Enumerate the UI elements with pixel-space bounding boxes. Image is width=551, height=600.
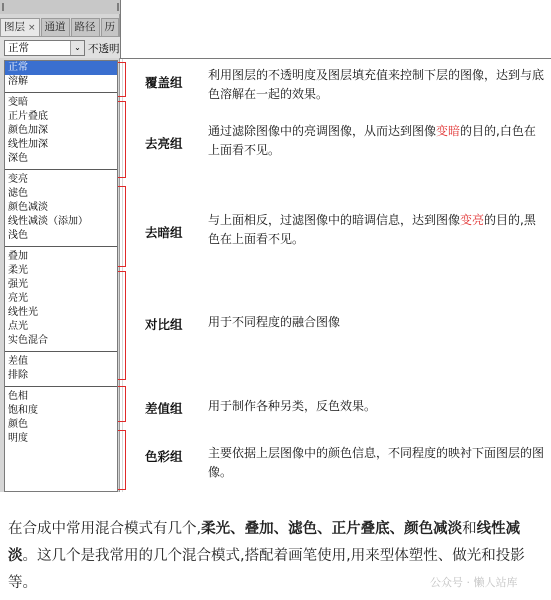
desc-text: 与上面相反，过滤图像中的暗调信息，达到图像 — [208, 213, 461, 227]
blend-mode-item[interactable]: 明度 — [8, 433, 28, 444]
mode-group-separator — [5, 169, 117, 170]
group-name-difference: 差值组 — [145, 401, 183, 416]
blend-mode-item[interactable]: 正片叠底 — [8, 111, 48, 122]
blend-mode-item[interactable]: 线性减淡（添加） — [8, 216, 88, 227]
blend-mode-item[interactable]: 颜色加深 — [8, 125, 48, 136]
blend-mode-item[interactable]: 正常 — [5, 61, 117, 75]
group-name-lighten: 去暗组 — [145, 225, 183, 240]
group-bracket-contrast — [118, 271, 126, 380]
group-name-darken: 去亮组 — [145, 136, 183, 151]
blend-mode-item[interactable]: 柔光 — [8, 265, 28, 276]
group-desc-cover: 利用图层的不透明度及图层填充值来控制下层的图像，达到与底色溶解在一起的效果。 — [208, 68, 545, 101]
desc-highlight: 变亮 — [460, 213, 485, 227]
summary-bold-sep: 、 — [230, 521, 245, 537]
summary-bold: 滤色 — [288, 521, 318, 537]
desc-text: 的目的,黑色在上面看不见。 — [208, 213, 536, 246]
group-bracket-difference — [118, 386, 126, 422]
panel-tabs — [0, 18, 120, 36]
panel-controls — [0, 36, 120, 58]
panel-grip[interactable] — [0, 0, 120, 14]
summary-text: 和 — [462, 521, 477, 537]
tab-layers-label: 图层 — [4, 21, 25, 33]
summary-bold-sep: 、 — [389, 521, 405, 537]
group-desc-darken — [208, 122, 546, 160]
mode-group-separator — [5, 351, 117, 352]
summary-bold: 颜色减淡 — [404, 521, 463, 537]
blend-mode-item[interactable]: 颜色减淡 — [8, 202, 48, 213]
blend-mode-item[interactable]: 差值 — [8, 356, 28, 367]
summary-bold: 线性减淡 — [8, 521, 521, 564]
blend-mode-item[interactable]: 饱和度 — [8, 405, 38, 416]
blend-mode-item[interactable]: 点光 — [8, 321, 28, 332]
blend-mode-select[interactable] — [4, 40, 85, 56]
tab-layers[interactable] — [0, 18, 40, 36]
desc-highlight: 变暗 — [436, 124, 461, 138]
group-name-contrast: 对比组 — [145, 317, 183, 332]
summary-text: 在合成中常用混合模式有几个, — [8, 521, 202, 537]
blend-mode-item[interactable]: 亮光 — [8, 293, 28, 304]
blend-mode-item[interactable]: 强光 — [8, 279, 28, 290]
desc-text: 的目的,白色在上面看不见。 — [208, 124, 536, 157]
grip-mark — [117, 3, 119, 11]
desc-text: 通过滤除图像中的亮调图像，从而达到图像 — [208, 124, 437, 138]
mode-group-separator — [5, 92, 117, 93]
blend-mode-item[interactable]: 变亮 — [8, 174, 28, 185]
group-bracket-darken — [118, 101, 126, 178]
opacity-label: 不透明 — [88, 43, 120, 55]
group-name-cover: 覆盖组 — [145, 75, 183, 90]
tab-paths-label: 路径 — [74, 21, 96, 33]
close-icon[interactable]: × — [28, 23, 36, 33]
blend-mode-list[interactable] — [4, 60, 118, 492]
layers-panel — [0, 0, 120, 492]
tab-history[interactable] — [101, 18, 120, 36]
group-desc-color: 主要依据上层图像中的颜色信息，不同程度的映衬下面图层的图像。 — [208, 446, 545, 479]
group-desc-contrast: 用于不同程度的融合图像 — [208, 315, 341, 329]
blend-mode-item[interactable]: 浅色 — [8, 230, 28, 241]
summary-bold-sep: 、 — [317, 521, 332, 537]
group-name-color: 色彩组 — [145, 449, 183, 464]
mode-group-separator — [5, 386, 117, 387]
blend-mode-item[interactable]: 滤色 — [8, 188, 28, 199]
blend-mode-item[interactable]: 颜色 — [8, 419, 28, 430]
tab-history-label: 历 — [104, 21, 116, 33]
group-desc-lighten — [208, 211, 546, 249]
group-bracket-lighten — [118, 186, 126, 267]
watermark: 公众号 · 懒人站库 — [430, 576, 518, 589]
blend-mode-item[interactable]: 变暗 — [8, 97, 28, 108]
summary-bold: 柔光 — [201, 521, 231, 537]
canvas-header-box — [120, 0, 551, 59]
summary-bold: 正片叠底 — [331, 521, 390, 537]
blend-mode-value: 正常 — [8, 42, 29, 54]
tab-channels-label: 通道 — [44, 21, 66, 33]
blend-mode-item[interactable]: 线性光 — [8, 307, 38, 318]
tab-paths[interactable] — [71, 18, 100, 36]
blend-mode-item[interactable]: 排除 — [8, 370, 28, 381]
summary-bold: 叠加 — [244, 521, 274, 537]
blend-mode-item[interactable]: 色相 — [8, 391, 28, 402]
mode-group-separator — [5, 246, 117, 247]
blend-mode-item[interactable]: 溶解 — [8, 76, 28, 87]
grip-mark — [2, 3, 4, 11]
group-desc-difference: 用于制作各种另类，反色效果。 — [208, 399, 377, 413]
chevron-down-icon[interactable]: ⌄ — [70, 41, 84, 55]
group-bracket-color — [118, 430, 126, 490]
summary-text: 。这几个是我常用的几个混合模式,搭配着画笔使用,用来型体塑性、做光和投影等。 — [8, 548, 525, 591]
summary-bold-sep: 、 — [273, 521, 289, 537]
blend-mode-item[interactable]: 深色 — [8, 153, 28, 164]
group-bracket-cover — [118, 62, 126, 97]
blend-mode-item[interactable]: 线性加深 — [8, 139, 48, 150]
blend-mode-item[interactable]: 叠加 — [8, 251, 28, 262]
blend-mode-item[interactable]: 实色混合 — [8, 335, 48, 346]
tab-channels[interactable] — [41, 18, 70, 36]
